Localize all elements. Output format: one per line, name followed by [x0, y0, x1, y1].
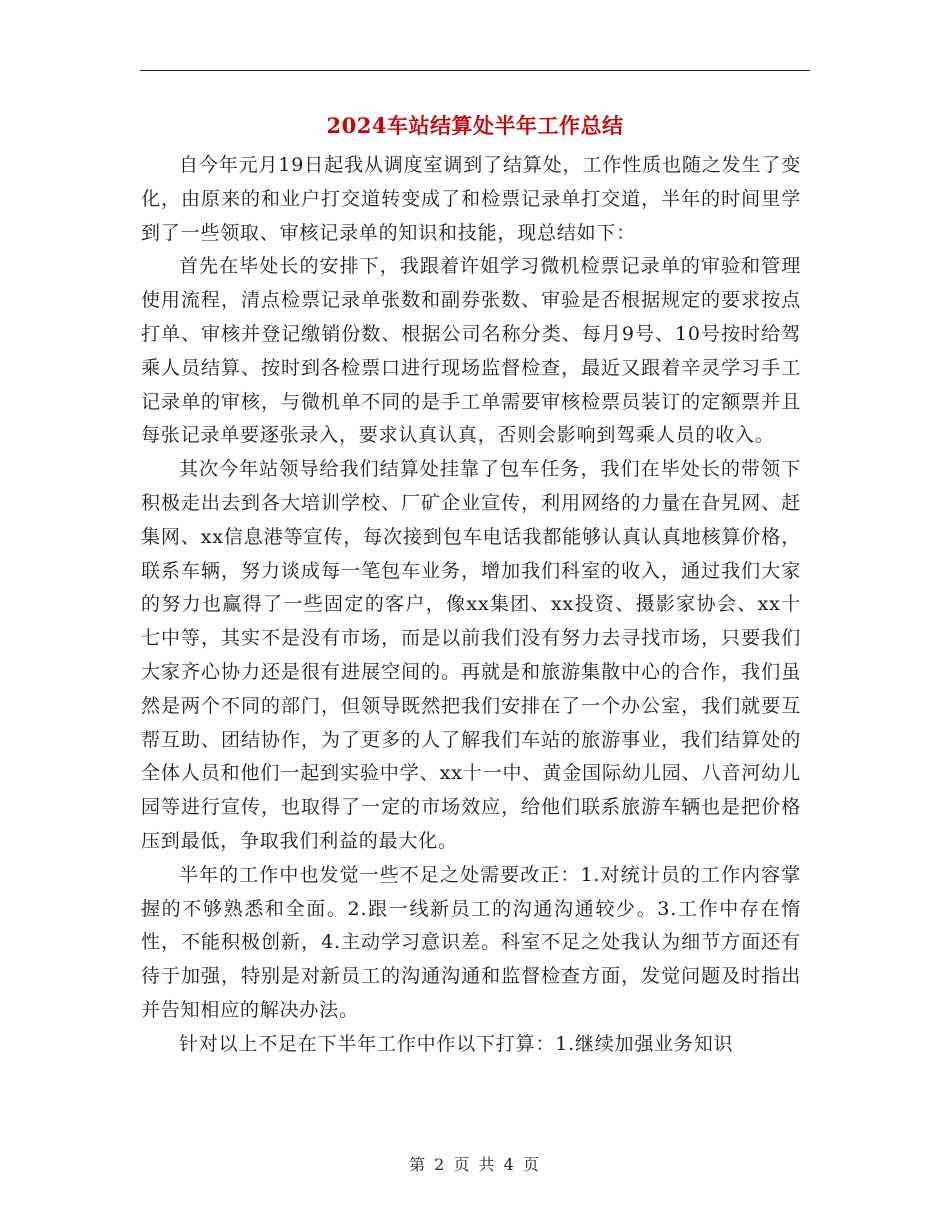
page-number-footer: 第 2 页 共 4 页 [409, 1155, 541, 1174]
paragraph-intro: 自今年元月19日起我从调度室调到了结算处，工作性质也随之发生了变化，由原来的和业户打交道转变成了和检票记录单打交道，半年的时间里学到了一些领取、审核记录单的知识和技能，现总结如下： [141, 154, 801, 244]
document-body [141, 149, 801, 1062]
paragraph-second: 其次今年站领导给我们结算处挂靠了包车任务，我们在毕处长的带领下积极走出去到各大培训学校、厂矿企业宣传，利用网络的力量在旮旯网、赶集网、xx信息港等宣传，每次接到包车电话我都能够认真认真地核算价格，联系车辆，努力谈成每一笔包车业务，增加我们科室的收入，通过我们大家的努力也赢得了一些固定的客户，像xx集团、xx投资、摄影家协会、xx十七中等，其实不是没有市场，而是以前我们没有努力去寻找市场，只要我们大家齐心协力还是很有进展空间的。再就是和旅游集散中心的合作，我们虽然是两个不同的部门，但领导既然把我们安排在了一个办公室，我们就要互帮互助、团结协作，为了更多的人了解我们车站的旅游事业，我们结算处的全体人员和他们一起到实验中学、xx十一中、黄金国际幼儿园、八音河幼儿园等进行宣传，也取得了一定的市场效应，给他们联系旅游车辆也是把价格压到最低，争取我们利益的最大化。 [141, 458, 801, 852]
paragraph-plans: 针对以上不足在下半年工作中作以下打算：1.继续加强业务知识 [179, 1032, 734, 1055]
paragraph-first: 首先在毕处长的安排下，我跟着许姐学习微机检票记录单的审验和管理使用流程，清点检票记录单张数和副券张数、审验是否根据规定的要求按点打单、审核并登记缴销份数、根据公司名称分类、每月9号、10号按时给驾乘人员结算、按时到各检票口进行现场监督检查，最近又跟着辛灵学习手工记录单的审核，与微机单不同的是手工单需要审核检票员装订的定额票并且每张记录单要逐张录入，要求认真认真，否则会影响到驾乘人员的收入。 [141, 255, 801, 447]
document-title: 2024车站结算处半年工作总结 [326, 113, 624, 138]
paragraph-shortcomings: 半年的工作中也发觉一些不足之处需要改正：1.对统计员的工作内容掌握的不够熟悉和全面。2.跟一线新员工的沟通沟通较少。3.工作中存在惰性，不能积极创新，4.主动学习意识差。科室不足之处我认为细节方面还有待于加强，特别是对新员工的沟通沟通和监督检查方面，发觉问题及时指出并告知相应的解决办法。 [141, 863, 801, 1021]
header-rule [140, 70, 810, 71]
